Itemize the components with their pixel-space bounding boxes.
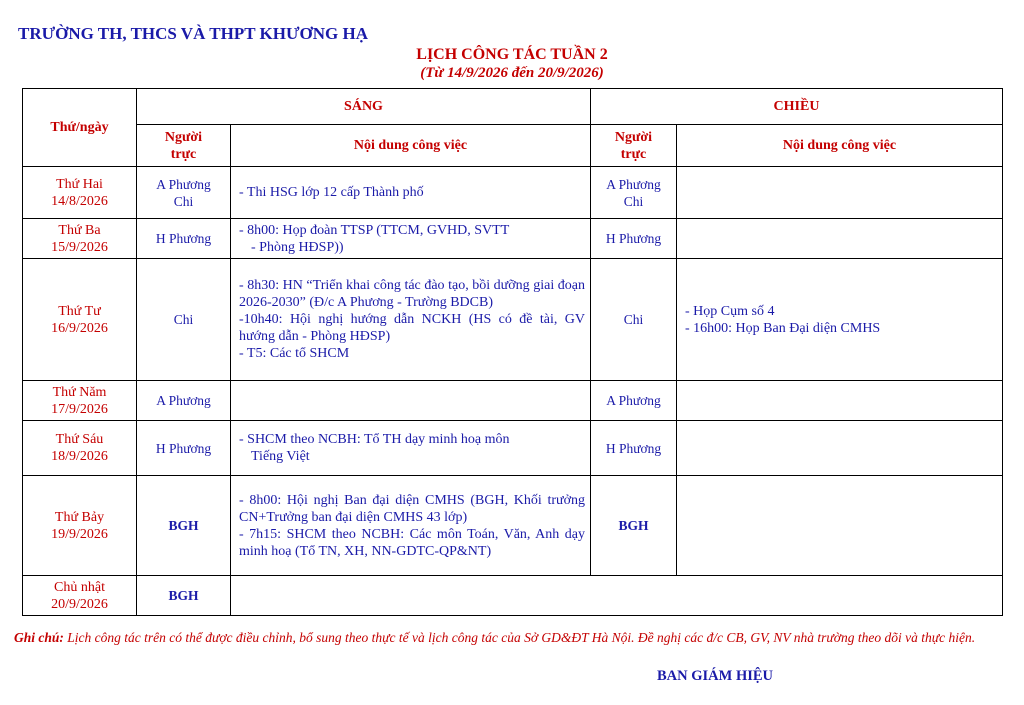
signoff: BAN GIÁM HIỆU (657, 668, 774, 684)
afternoon-duty-cell: Chi (591, 259, 677, 381)
day-date: 14/8/2026 (51, 193, 108, 209)
morning-duty-cell (137, 167, 231, 219)
day-cell (23, 576, 137, 616)
day-date: 17/9/2026 (51, 401, 108, 417)
day-name: Thứ Bảy (54, 509, 105, 525)
header-row-sessions (23, 89, 1003, 125)
morning-duty-cell: BGH (137, 476, 231, 576)
header-afternoon-duty (591, 125, 677, 167)
morning-content-cell (231, 381, 591, 421)
day-name: Thứ Ba (58, 222, 101, 238)
header-morning-duty (137, 125, 231, 167)
header-afternoon: CHIỀU (591, 89, 1003, 125)
table-row (23, 421, 1003, 476)
task-item: - 8h30: HN “Triển khai công tác đào tạo, bồi dưỡng giai đoạn 2026-2030” (Đ/c A Phương - Trường BDCB) (239, 278, 585, 310)
duty-person: A Phương (156, 176, 211, 192)
afternoon-duty-cell: A Phương (591, 381, 677, 421)
day-name: Thứ Năm (52, 384, 107, 400)
afternoon-content-cell (677, 421, 1003, 476)
day-name: Chủ nhật (54, 579, 105, 595)
header-morning: SÁNG (137, 89, 591, 125)
schedule-date-range: (Từ 14/9/2026 đến 20/9/2026) (420, 65, 604, 81)
task-item: - Họp Cụm số 4 (685, 303, 775, 319)
morning-duty-cell: Chi (137, 259, 231, 381)
day-name: Thứ Tư (58, 303, 101, 319)
header-duty-line1: Người (164, 129, 203, 145)
task-item: - 8h00: Hội nghị Ban đại diện CMHS (BGH, Khối trưởng CN+Trưởng ban đại diện CMHS 43 lớp) (239, 492, 585, 525)
day-cell (23, 219, 137, 259)
duty-person: A Phương (606, 176, 661, 192)
afternoon-duty-cell: H Phương (591, 219, 677, 259)
day-date: 15/9/2026 (51, 239, 108, 255)
morning-content-cell (231, 259, 591, 381)
sunday-duty-cell: BGH (137, 576, 231, 616)
morning-duty-cell: A Phương (137, 381, 231, 421)
task-item: -10h40: Hội nghị hướng dẫn NCKH (HS có đề tài, GV hướng dẫn - Phòng HĐSP) (239, 312, 585, 344)
sunday-content-cell (231, 576, 1003, 616)
header-day: Thứ/ngày (23, 89, 137, 167)
table-row (23, 219, 1003, 259)
table-row (23, 381, 1003, 421)
table-row (23, 576, 1003, 616)
afternoon-content-cell (677, 219, 1003, 259)
header-duty-line2: trực (170, 146, 197, 162)
morning-duty-cell: H Phương (137, 421, 231, 476)
day-date: 19/9/2026 (51, 526, 108, 542)
task-item: - SHCM theo NCBH: Tổ TH dạy minh hoạ môn (239, 432, 510, 447)
weekly-schedule-table (22, 88, 1003, 616)
morning-content-cell (231, 167, 591, 219)
footnote-label: Ghi chú: (14, 630, 64, 645)
table-row (23, 259, 1003, 381)
morning-content-cell (231, 421, 591, 476)
table-row (23, 167, 1003, 219)
afternoon-content-cell (677, 381, 1003, 421)
header-duty-line1: Người (614, 129, 653, 145)
task-item: - 8h00: Họp đoàn TTSP (TTCM, GVHD, SVTT (239, 222, 510, 238)
duty-person: Chi (623, 193, 644, 209)
schedule-title: LỊCH CÔNG TÁC TUẦN 2 (416, 46, 608, 63)
afternoon-content-cell (677, 476, 1003, 576)
day-cell (23, 476, 137, 576)
afternoon-content-cell (677, 167, 1003, 219)
day-date: 16/9/2026 (51, 320, 108, 336)
task-item-continued: Tiếng Việt (251, 449, 310, 464)
day-cell (23, 381, 137, 421)
day-cell (23, 259, 137, 381)
afternoon-duty-cell: H Phương (591, 421, 677, 476)
morning-duty-cell: H Phương (137, 219, 231, 259)
table-row (23, 476, 1003, 576)
header-row-columns (23, 125, 1003, 167)
day-name: Thứ Sáu (55, 432, 104, 447)
day-cell (23, 167, 137, 219)
day-name: Thứ Hai (56, 176, 103, 192)
afternoon-duty-cell (591, 167, 677, 219)
day-date: 18/9/2026 (51, 449, 108, 464)
footnote-text: Lịch công tác trên có thể được điều chỉnh, bổ sung theo thực tế và lịch công tác của Sở GD&ĐT Hà Nội. Đề nghị các đ/c CB, GV, NV nhà trường theo dõi và thực hiện. (63, 630, 976, 645)
header-morning-content: Nội dung công việc (231, 125, 591, 167)
task-item: - 16h00: Họp Ban Đại diện CMHS (685, 320, 881, 336)
task-item: - T5: Các tổ SHCM (239, 346, 350, 361)
duty-person: Chi (173, 193, 194, 209)
day-date: 20/9/2026 (51, 596, 108, 612)
afternoon-content-cell (677, 259, 1003, 381)
footnote (14, 629, 1004, 646)
task-item: - 7h15: SHCM theo NCBH: Các môn Toán, Văn, Anh dạy minh hoạ (Tổ TN, XH, NN-GDTC-QP&NT) (239, 526, 585, 559)
morning-content-cell (231, 219, 591, 259)
afternoon-duty-cell: BGH (591, 476, 677, 576)
task-item: - Thi HSG lớp 12 cấp Thành phố (239, 185, 424, 200)
task-item-continued: - Phòng HĐSP)) (251, 239, 344, 255)
header-duty-line2: trực (620, 146, 647, 162)
day-cell (23, 421, 137, 476)
morning-content-cell (231, 476, 591, 576)
school-name: TRƯỜNG TH, THCS VÀ THPT KHƯƠNG HẠ (18, 24, 368, 43)
header-afternoon-content: Nội dung công việc (677, 125, 1003, 167)
